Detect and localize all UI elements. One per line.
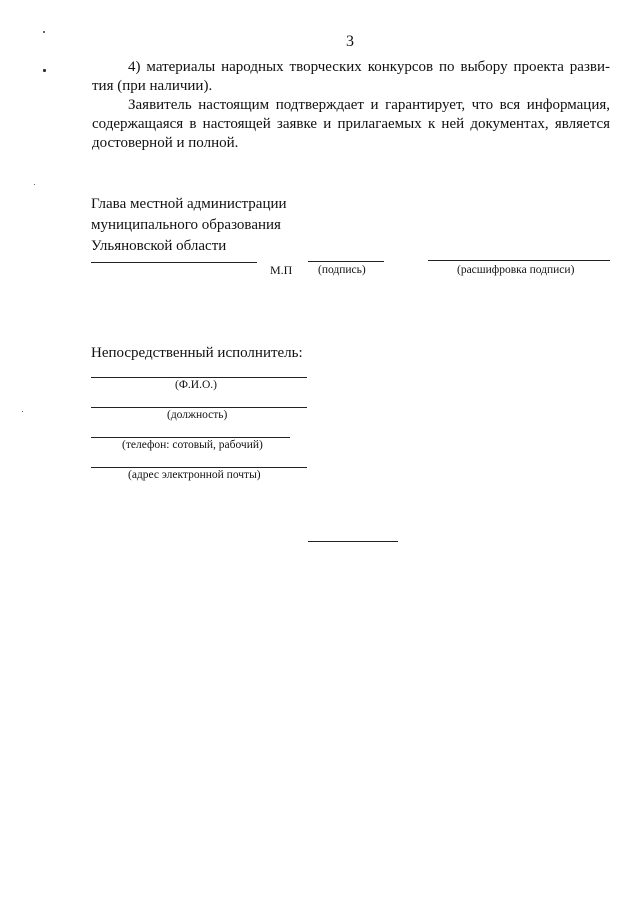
- signature-blank-left: [91, 262, 257, 263]
- executor-title: Непосредственный исполнитель:: [91, 345, 303, 361]
- stamp-label: М.П: [270, 263, 293, 277]
- fio-caption: (Ф.И.О.): [175, 379, 217, 391]
- fio-blank: [91, 377, 307, 378]
- signatory-title: [91, 194, 287, 257]
- scan-speck: [43, 31, 45, 33]
- statement-line2: содержащаяся в настоящей заявке и прилагаемых к ней документах, является: [92, 116, 610, 132]
- position-blank: [91, 407, 307, 408]
- signatory-title-line3: Ульяновской области: [91, 238, 227, 254]
- closing-rule: [308, 541, 398, 542]
- signatory-title-line1: Глава местной администрации: [91, 196, 287, 212]
- signature-caption: (подпись): [318, 264, 366, 276]
- item4-line1: 4) материалы народных творческих конкурсов по выбору проекта разви-: [128, 59, 610, 75]
- signatory-title-line2: муниципального образования: [91, 217, 281, 233]
- signature-blank: [308, 261, 384, 262]
- statement-line3: достоверной и полной.: [92, 135, 239, 151]
- scan-speck: [43, 69, 46, 72]
- page-number: 3: [346, 33, 354, 50]
- position-caption: (должность): [167, 409, 228, 421]
- item4-line2: тия (при наличии).: [92, 78, 213, 94]
- decoding-caption: (расшифровка подписи): [457, 264, 575, 276]
- email-blank: [91, 467, 307, 468]
- statement-line1: Заявитель настоящим подтверждает и гарантирует, что вся информация,: [128, 97, 610, 113]
- scan-speck: [22, 411, 23, 412]
- signature-decoding-blank: [428, 260, 610, 261]
- email-caption: (адрес электронной почты): [128, 469, 261, 481]
- phone-blank: [91, 437, 290, 438]
- scan-speck: [34, 184, 35, 185]
- phone-caption: (телефон: сотовый, рабочий): [122, 439, 263, 451]
